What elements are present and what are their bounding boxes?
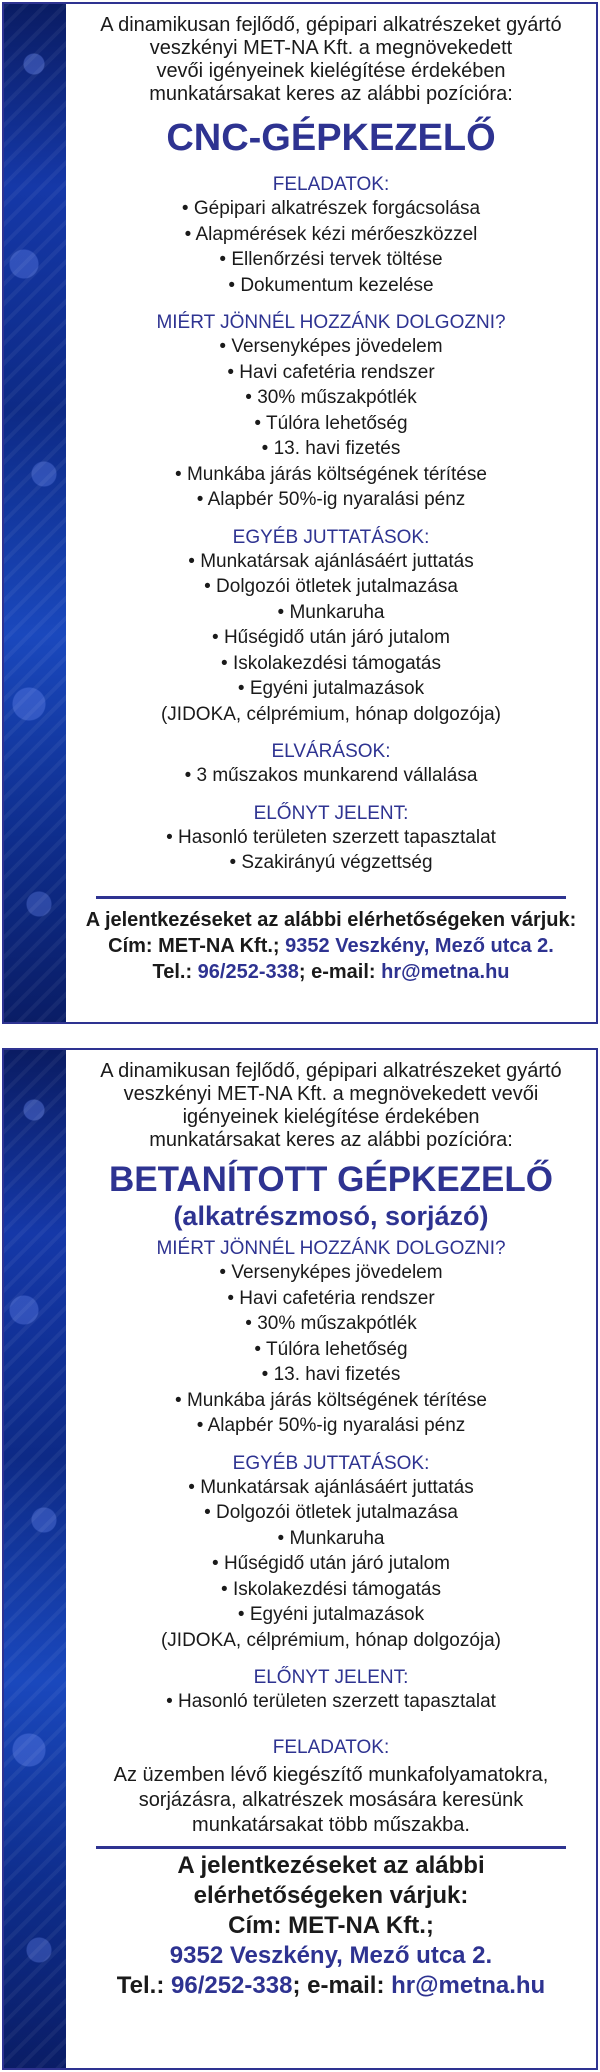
list-item: Hasonló területen szerzett tapasztalat (178, 1691, 496, 1712)
intro-line: munkatársakat keres az alábbi pozícióra: (149, 83, 513, 105)
tasks-line: Az üzemben lévő kiegészítő munkafolyamatokra, (113, 1763, 549, 1786)
decorative-stripe (4, 1050, 66, 2068)
list-item: 30% műszakpótlék (257, 1313, 417, 1334)
divider (96, 896, 566, 899)
intro-text (70, 1060, 592, 1152)
job-title: BETANÍTOTT GÉPKEZELŐ (109, 1160, 553, 1199)
tel-label: Tel.: (152, 960, 193, 983)
section-title: EGYÉB JUTTATÁSOK: (232, 526, 430, 548)
intro-line: igényeinek kielégítése érdekében (182, 1106, 480, 1128)
contact-block (70, 1851, 592, 2001)
list-item: Túlóra lehetőség (266, 1338, 408, 1360)
intro-line: munkatársakat keres az alábbi pozícióra: (149, 1129, 513, 1151)
divider (96, 1846, 566, 1849)
list-item: Ellenőrzési tervek töltése (231, 249, 443, 270)
list-item: Havi cafetéria rendszer (239, 1287, 435, 1309)
job-subtitle: (alkatrészmosó, sorjázó) (173, 1201, 489, 1231)
list-item: Iskolakezdési támogatás (232, 1578, 441, 1600)
section-title: MIÉRT JÖNNÉL HOZZÁNK DOLGOZNI? (156, 312, 506, 333)
list-item: Munkaruha (289, 601, 385, 623)
contact-intro: A jelentkezéseket az alábbi (177, 1851, 485, 1879)
section-requirements (70, 741, 592, 789)
list-item: Iskolakezdési támogatás (232, 652, 441, 674)
contact-intro: A jelentkezéseket az alábbi elérhetőségeken várjuk: (85, 908, 577, 931)
intro-line: A dinamikusan fejlődő, gépipari alkatrészeket gyártó (100, 1060, 562, 1082)
intro-line: veszkényi MET-NA Kft. a megnövekedett (149, 37, 513, 59)
section-title: ELVÁRÁSOK: (271, 741, 391, 762)
list-item: 13. havi fizetés (273, 438, 401, 459)
list-item: Alapbér 50%-ig nyaralási pénz (207, 1415, 466, 1436)
tasks-line: munkatársakat több műszakba. (192, 1813, 470, 1836)
section-title: FELADATOK: (272, 1736, 390, 1758)
job-title: CNC-GÉPKEZELŐ (166, 117, 496, 159)
ad-content (66, 1050, 596, 2068)
section-tasks (70, 1737, 592, 1838)
job-ad-cnc (2, 2, 598, 1024)
section-why-us (70, 312, 592, 513)
contact-intro-2: elérhetőségeken várjuk: (193, 1881, 469, 1909)
list-item: Gépipari alkatrészek forgácsolása (193, 198, 481, 219)
email-link[interactable]: hr@metna.hu (391, 1971, 546, 1999)
list-item: Alapbér 50%-ig nyaralási pénz (207, 489, 466, 510)
section-tasks (70, 174, 592, 298)
phone-number[interactable]: 96/252-338 (171, 1971, 293, 1999)
section-benefits (70, 527, 592, 728)
list-item: Dolgozói ötletek jutalmazása (216, 576, 458, 597)
list-item: Munkatársak ajánlásáért juttatás (200, 550, 474, 572)
section-title: ELŐNYT JELENT: (253, 802, 409, 824)
list-item: Dolgozói ötletek jutalmazása (216, 1502, 458, 1523)
list-item: Munkába járás költségének térítése (186, 1389, 487, 1411)
list-item: Egyéni jutalmazások (249, 1604, 425, 1625)
benefits-note: (JIDOKA, célprémium, hónap dolgozója) (160, 703, 502, 725)
contact-phone-line (70, 1971, 592, 2001)
intro-text (70, 14, 592, 106)
list-item: 30% műszakpótlék (257, 387, 417, 408)
list-item: Szakirányú végzettség (241, 852, 433, 873)
ad-content (66, 4, 596, 1022)
contact-cim: Cím: MET-NA Kft.; (108, 934, 280, 957)
section-title: MIÉRT JÖNNÉL HOZZÁNK DOLGOZNI? (156, 1238, 506, 1259)
contact-address: 9352 Veszkény, Mező utca 2. (285, 934, 554, 957)
list-item: Hűségidő után járó jutalom (223, 1553, 450, 1574)
list-item: Egyéni jutalmazások (249, 678, 425, 699)
intro-line: A dinamikusan fejlődő, gépipari alkatrészeket gyártó (100, 14, 562, 36)
list-item: Munkába járás költségének térítése (186, 463, 487, 485)
intro-line: vevői igényeinek kielégítése érdekében (156, 60, 506, 82)
job-ad-trained-operator (2, 1048, 598, 2070)
list-item: Munkatársak ajánlásáért juttatás (200, 1476, 474, 1498)
contact-block (70, 907, 592, 985)
tasks-text (70, 1763, 592, 1838)
section-benefits (70, 1453, 592, 1654)
email-label: ; e-mail: (298, 960, 376, 983)
contact-phone-line (70, 959, 592, 985)
contact-address: 9352 Veszkény, Mező utca 2. (169, 1941, 493, 1969)
section-advantage (70, 1667, 592, 1715)
section-title: ELŐNYT JELENT: (253, 1667, 409, 1688)
decorative-stripe (4, 4, 66, 1022)
email-label: ; e-mail: (292, 1971, 385, 1999)
phone-number[interactable]: 96/252-338 (197, 960, 299, 983)
tasks-line: sorjázásra, alkatrészek mosására keresünk (138, 1788, 524, 1811)
intro-line: veszkényi MET-NA Kft. a megnövekedett vevői (123, 1083, 539, 1105)
tel-label: Tel.: (116, 1971, 165, 1999)
list-item: Hűségidő után járó jutalom (223, 627, 450, 648)
list-item: Munkaruha (289, 1527, 385, 1549)
list-item: Versenyképes jövedelem (231, 336, 443, 357)
contact-address-line (70, 933, 592, 959)
section-title: FELADATOK: (272, 174, 390, 195)
contact-cim: Cím: MET-NA Kft.; (228, 1911, 434, 1939)
list-item: Versenyképes jövedelem (231, 1262, 443, 1283)
section-why-us (70, 1238, 592, 1439)
list-item: 13. havi fizetés (273, 1364, 401, 1385)
list-item: Dokumentum kezelése (240, 274, 434, 296)
section-advantage (70, 803, 592, 876)
list-item: Hasonló területen szerzett tapasztalat (178, 826, 496, 848)
list-item: 3 műszakos munkarend vállalása (196, 765, 478, 786)
section-title: EGYÉB JUTTATÁSOK: (232, 1452, 430, 1474)
benefits-note: (JIDOKA, célprémium, hónap dolgozója) (160, 1629, 502, 1651)
list-item: Alapmérések kézi mérőeszközzel (195, 223, 478, 245)
list-item: Havi cafetéria rendszer (239, 361, 435, 383)
list-item: Túlóra lehetőség (266, 412, 408, 434)
email-link[interactable]: hr@metna.hu (381, 960, 510, 983)
